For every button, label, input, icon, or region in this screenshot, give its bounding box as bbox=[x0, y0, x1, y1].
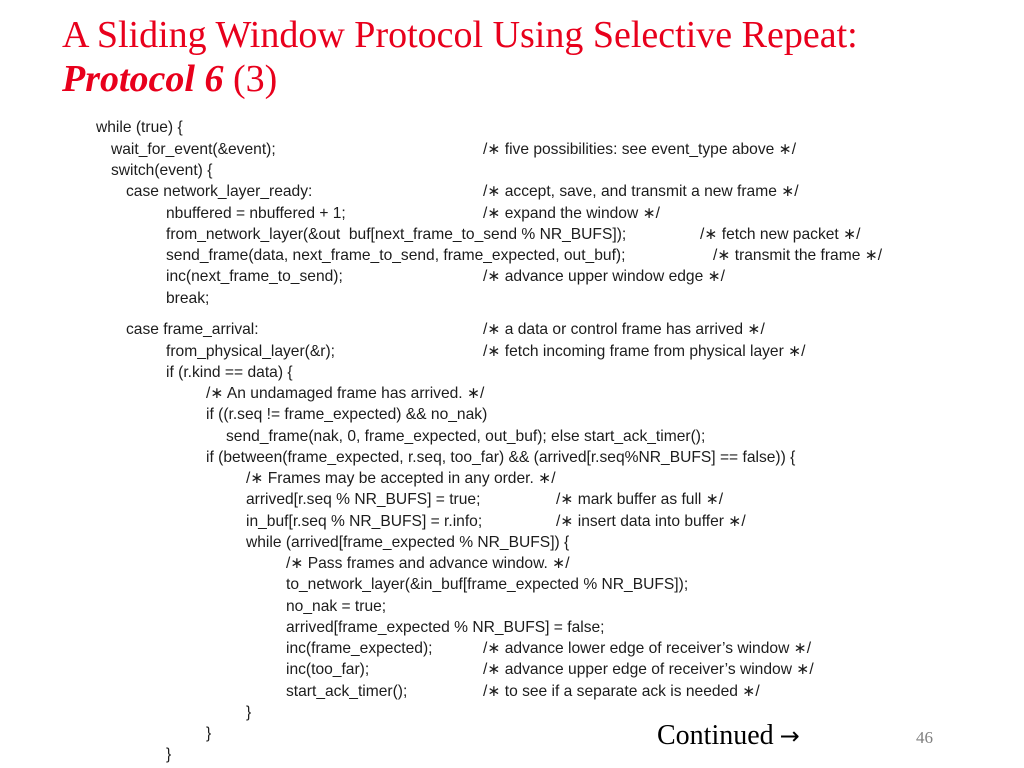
code-line: } bbox=[206, 725, 212, 742]
code-comment: /∗ advance lower edge of receiver’s window ∗/ bbox=[483, 640, 812, 657]
code-comment: /∗ five possibilities: see event_type above ∗/ bbox=[483, 141, 797, 158]
code-line: in_buf[r.seq % NR_BUFS] = r.info; bbox=[246, 513, 483, 530]
code-line: start_ack_timer(); bbox=[286, 683, 408, 700]
code-line: } bbox=[246, 704, 252, 721]
code-line: arrived[frame_expected % NR_BUFS] = false; bbox=[286, 619, 605, 636]
title-protocol-name: Protocol 6 bbox=[62, 58, 224, 100]
code-comment: /∗ accept, save, and transmit a new frame ∗/ bbox=[483, 183, 799, 200]
code-line: /∗ An undamaged frame has arrived. ∗/ bbox=[206, 385, 485, 402]
code-line: while (arrived[frame_expected % NR_BUFS]) { bbox=[246, 534, 570, 551]
code-line: nbuffered = nbuffered + 1; bbox=[166, 205, 346, 222]
code-comment: /∗ transmit the frame ∗/ bbox=[713, 247, 883, 264]
code-line: /∗ Frames may be accepted in any order. ∗/ bbox=[246, 470, 556, 487]
code-line: break; bbox=[166, 290, 210, 307]
code-line: no_nak = true; bbox=[286, 598, 387, 615]
code-line: case network_layer_ready: bbox=[126, 183, 313, 200]
code-comment: /∗ expand the window ∗/ bbox=[483, 205, 660, 222]
code-comment: /∗ advance upper edge of receiver’s window ∗/ bbox=[483, 661, 814, 678]
code-line: send_frame(nak, 0, frame_expected, out_buf); else start_ack_timer(); bbox=[226, 428, 706, 445]
code-line: from_network_layer(&out buf[next_frame_to_send % NR_BUFS]); bbox=[166, 226, 627, 243]
code-line: arrived[r.seq % NR_BUFS] = true; bbox=[246, 491, 481, 508]
code-line: send_frame(data, next_frame_to_send, frame_expected, out_buf); bbox=[166, 247, 626, 264]
code-comment: /∗ insert data into buffer ∗/ bbox=[556, 513, 746, 530]
code-line: to_network_layer(&in_buf[frame_expected % NR_BUFS]); bbox=[286, 576, 689, 593]
code-line: if (between(frame_expected, r.seq, too_far) && (arrived[r.seq%NR_BUFS] == false)) { bbox=[206, 449, 796, 466]
code-line: /∗ Pass frames and advance window. ∗/ bbox=[286, 555, 570, 572]
code-line: inc(frame_expected); bbox=[286, 640, 433, 657]
code-line: if (r.kind == data) { bbox=[166, 364, 293, 381]
continued-label: Continued bbox=[657, 720, 774, 751]
code-comment: /∗ fetch new packet ∗/ bbox=[700, 226, 861, 243]
code-line: inc(too_far); bbox=[286, 661, 370, 678]
code-line: from_physical_layer(&r); bbox=[166, 343, 335, 360]
continued-link[interactable] bbox=[657, 720, 800, 752]
page-number: 46 bbox=[916, 728, 933, 747]
code-line: wait_for_event(&event); bbox=[111, 141, 276, 158]
code-comment: /∗ mark buffer as full ∗/ bbox=[556, 491, 724, 508]
right-arrow-icon: → bbox=[779, 722, 800, 750]
code-line: if ((r.seq != frame_expected) && no_nak) bbox=[206, 406, 488, 423]
code-comment: /∗ to see if a separate ack is needed ∗/ bbox=[483, 683, 760, 700]
code-comment: /∗ a data or control frame has arrived ∗/ bbox=[483, 321, 765, 338]
code-line: switch(event) { bbox=[111, 162, 213, 179]
title-part-number: (3) bbox=[232, 58, 278, 100]
code-comment: /∗ advance upper window edge ∗/ bbox=[483, 268, 725, 285]
code-line: while (true) { bbox=[96, 119, 183, 136]
code-line: } bbox=[166, 746, 172, 763]
code-line: case frame_arrival: bbox=[126, 321, 259, 338]
title-line-1: A Sliding Window Protocol Using Selective Repeat: bbox=[62, 14, 858, 56]
code-comment: /∗ fetch incoming frame from physical layer ∗/ bbox=[483, 343, 806, 360]
code-line: inc(next_frame_to_send); bbox=[166, 268, 343, 285]
